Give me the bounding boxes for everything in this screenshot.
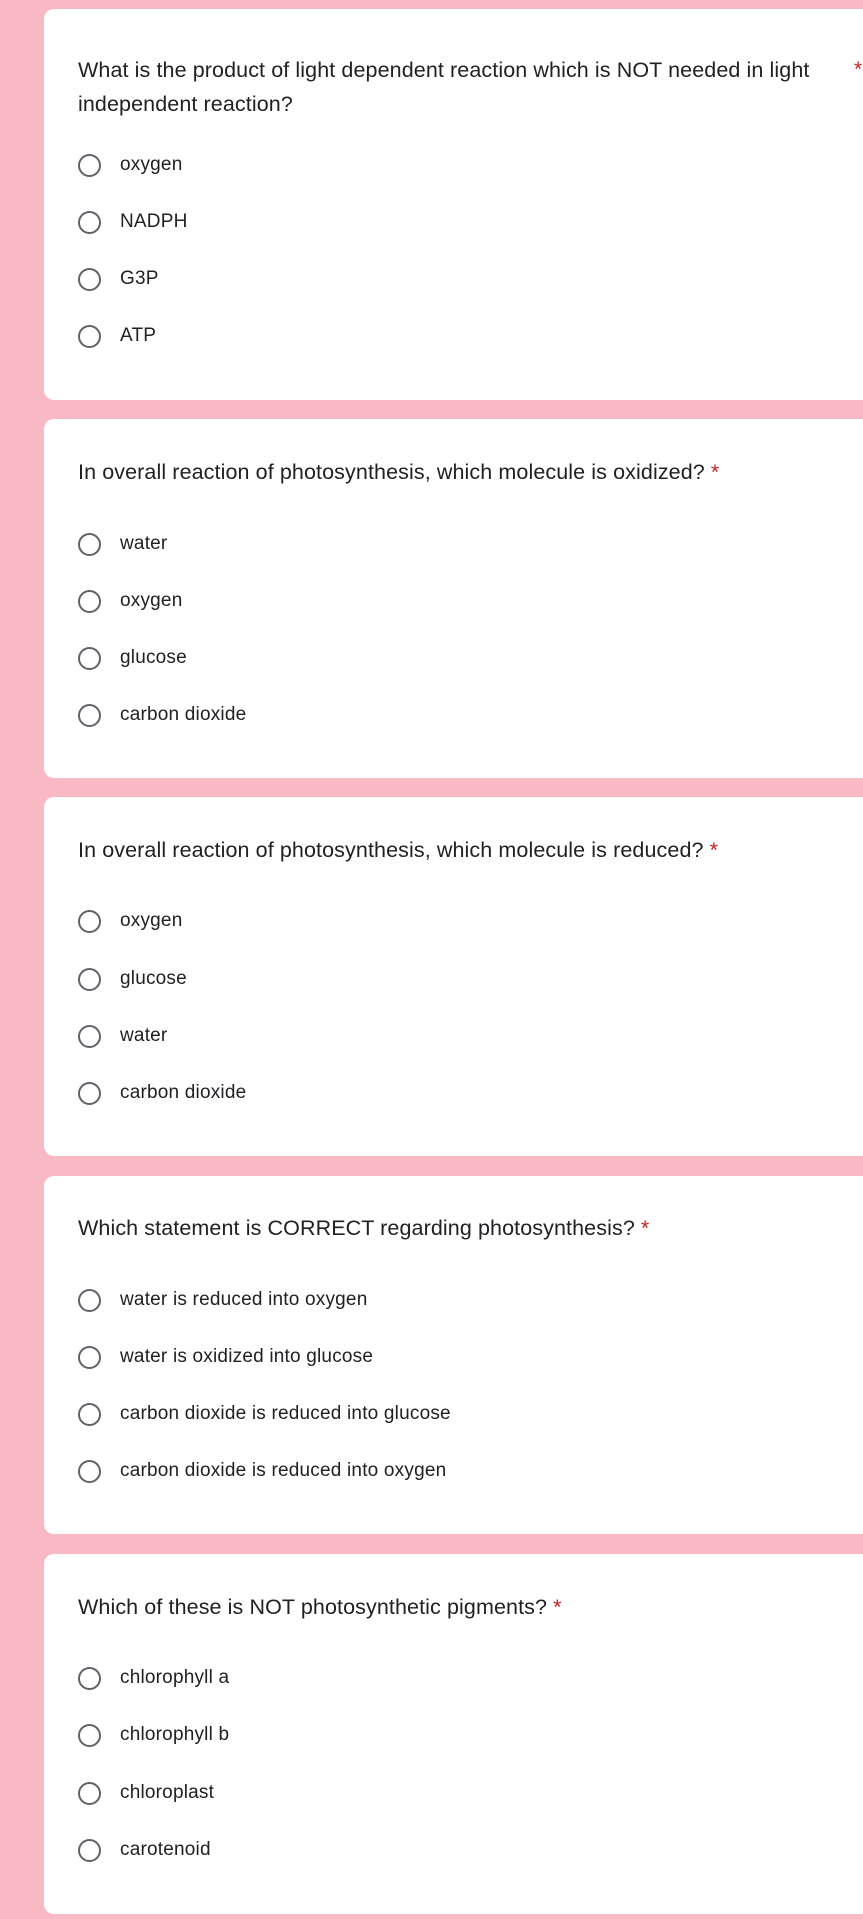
radio-button[interactable] — [78, 590, 101, 613]
question-title — [78, 1590, 858, 1624]
question-card-3 — [44, 797, 863, 1156]
option-label: NADPH — [120, 211, 188, 232]
radio-button[interactable] — [78, 704, 101, 727]
radio-button[interactable] — [78, 1082, 101, 1105]
radio-button[interactable] — [78, 268, 101, 291]
option-label: ATP — [120, 325, 157, 346]
radio-button[interactable] — [78, 1667, 101, 1690]
option-label: water is oxidized into glucose — [120, 1346, 374, 1367]
option-label: oxygen — [120, 910, 183, 931]
option-label: carbon dioxide is reduced into glucose — [120, 1403, 451, 1424]
option-label: oxygen — [120, 590, 183, 611]
option-glucose[interactable] — [78, 959, 187, 999]
option-water[interactable] — [78, 1016, 167, 1056]
option-label: water — [120, 533, 168, 554]
radio-button[interactable] — [78, 1025, 101, 1048]
question-text: Which of these is NOT photosynthetic pigments? — [78, 1595, 548, 1619]
option-label: carbon dioxide is reduced into oxygen — [120, 1460, 447, 1481]
question-text: In overall reaction of photosynthesis, which molecule is reduced? — [78, 838, 704, 862]
radio-button[interactable] — [78, 533, 101, 556]
required-asterisk: * — [710, 460, 720, 484]
option-carotenoid[interactable] — [78, 1830, 211, 1870]
option-label: chlorophyll a — [120, 1667, 230, 1688]
option-co2-reduced-oxygen[interactable] — [78, 1451, 446, 1491]
option-label: oxygen — [120, 154, 183, 175]
question-title — [78, 1211, 858, 1245]
radio-button[interactable] — [78, 1782, 101, 1805]
option-oxygen[interactable] — [78, 901, 182, 941]
option-chloroplast[interactable] — [78, 1773, 214, 1813]
option-chlorophyll-b[interactable] — [78, 1715, 229, 1755]
option-label: carbon dioxide — [120, 1082, 247, 1103]
radio-button[interactable] — [78, 154, 101, 177]
question-card-2 — [44, 419, 863, 778]
option-chlorophyll-a[interactable] — [78, 1658, 229, 1698]
question-title — [78, 53, 858, 121]
option-g3p[interactable] — [78, 259, 159, 299]
option-label: water is reduced into oxygen — [120, 1289, 368, 1310]
required-asterisk: * — [709, 838, 719, 862]
option-oxygen[interactable] — [78, 581, 182, 621]
radio-button[interactable] — [78, 1403, 101, 1426]
radio-button[interactable] — [78, 1839, 101, 1862]
option-glucose[interactable] — [78, 638, 187, 678]
radio-button[interactable] — [78, 325, 101, 348]
required-asterisk: * — [854, 58, 863, 81]
question-text: In overall reaction of photosynthesis, which molecule is oxidized? — [78, 460, 705, 484]
option-label: glucose — [120, 647, 187, 668]
option-nadph[interactable] — [78, 202, 188, 242]
question-card-1 — [44, 9, 863, 400]
question-card-5 — [44, 1554, 863, 1914]
option-label: carotenoid — [120, 1839, 211, 1860]
question-text: What is the product of light dependent reaction which is NOT needed in light independent reaction? — [78, 58, 810, 116]
option-label: glucose — [120, 968, 187, 989]
radio-button[interactable] — [78, 1460, 101, 1483]
radio-button[interactable] — [78, 1289, 101, 1312]
question-title — [78, 833, 858, 867]
question-text: Which statement is CORRECT regarding photosynthesis? — [78, 1216, 635, 1240]
option-water[interactable] — [78, 524, 167, 564]
required-asterisk: * — [553, 1595, 562, 1619]
required-asterisk: * — [640, 1216, 650, 1240]
option-carbon-dioxide[interactable] — [78, 1073, 246, 1113]
option-label: carbon dioxide — [120, 704, 247, 725]
option-label: water — [120, 1025, 168, 1046]
radio-button[interactable] — [78, 211, 101, 234]
option-water-oxidized-glucose[interactable] — [78, 1337, 373, 1377]
radio-button[interactable] — [78, 910, 101, 933]
radio-button[interactable] — [78, 968, 101, 991]
option-water-reduced-oxygen[interactable] — [78, 1280, 367, 1320]
option-oxygen[interactable] — [78, 145, 182, 185]
radio-button[interactable] — [78, 1724, 101, 1747]
radio-button[interactable] — [78, 1346, 101, 1369]
option-co2-reduced-glucose[interactable] — [78, 1394, 451, 1434]
option-atp[interactable] — [78, 316, 156, 356]
question-title — [78, 455, 858, 489]
option-label: chlorophyll b — [120, 1724, 230, 1745]
question-card-4 — [44, 1176, 863, 1534]
option-label: G3P — [120, 268, 159, 289]
option-label: chloroplast — [120, 1782, 215, 1803]
radio-button[interactable] — [78, 647, 101, 670]
option-carbon-dioxide[interactable] — [78, 695, 246, 735]
